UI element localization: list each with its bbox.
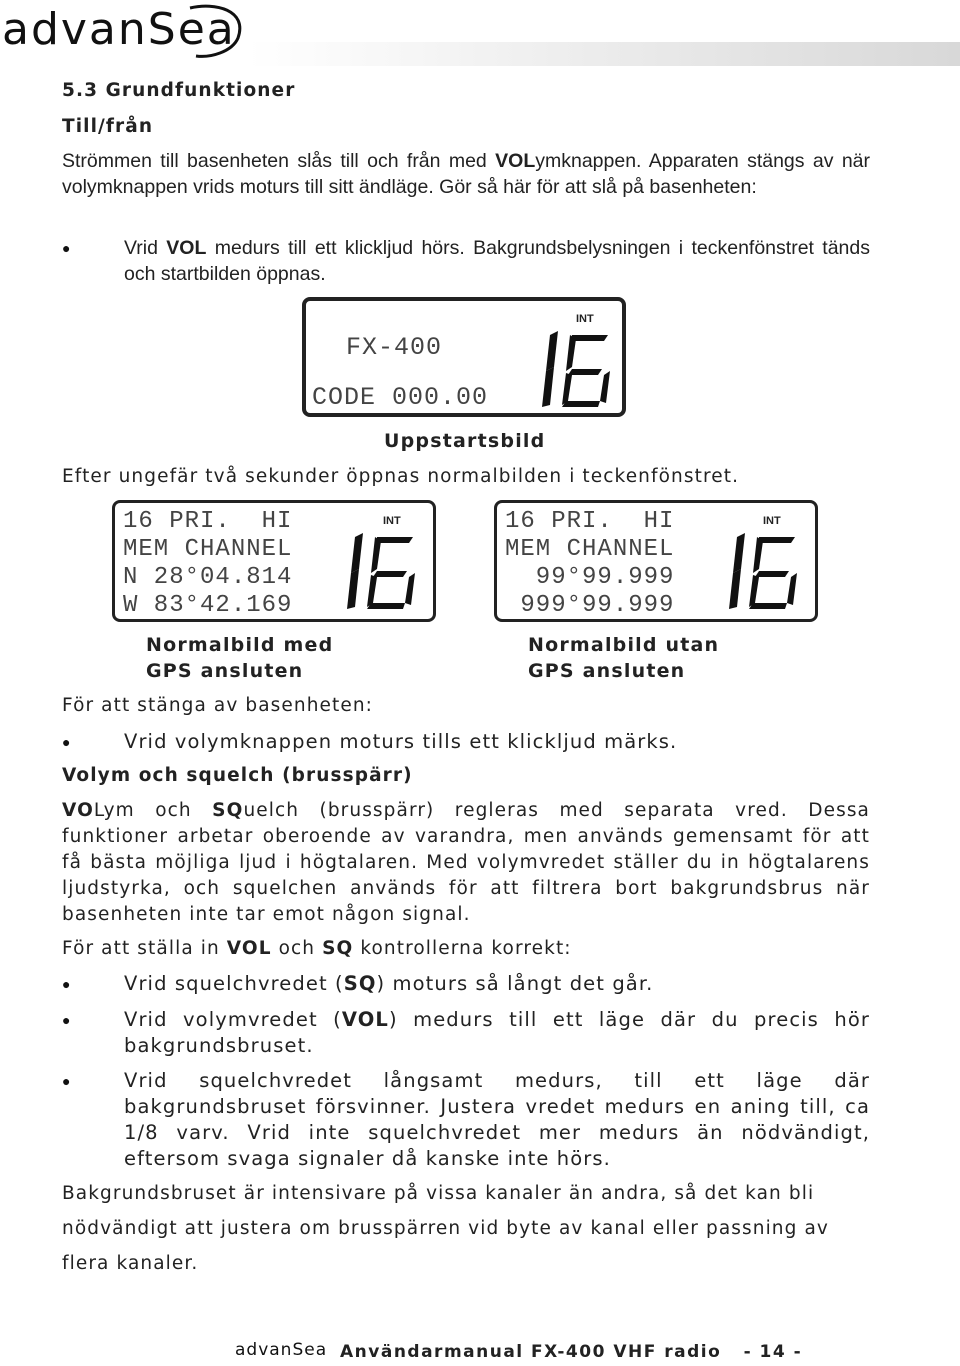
closing-line-1: Bakgrundsbruset är intensivare på vissa kanaler än andra, så det kan bli: [62, 1183, 815, 1204]
header-gradient-bar: [248, 42, 960, 66]
volume-section-heading: Volym och squelch (brusspärr): [62, 765, 413, 786]
subheading-on-off: Till/från: [62, 116, 154, 137]
seven-segment-channel-icon: [538, 331, 614, 407]
lcd-line-2: MEM CHANNEL: [505, 536, 675, 563]
lcd-line-4: W 83°42.169: [123, 592, 293, 619]
startup-lcd-display: [302, 297, 626, 417]
lcd-int-label: INT: [763, 515, 781, 527]
volume-paragraph: VOLym och SQuelch (brusspärr) regleras med separata vred. Dessa funktioner arbetar oberoende av varandra, men används gemensamt för att få bästa möjliga ljud i högtalaren. Med volymvredet ställer du in högtalarens ljudstyrka, och squelchen används för att filtrera bort bakgrundsbrus när basenheten inte tar emot någon signal.: [62, 800, 870, 925]
closing-line-2: nödvändigt att justera om brusspärren vid byte av kanal eller passning av: [62, 1218, 829, 1239]
footer-title: Användarmanual FX-400 VHF radio - 14 -: [340, 1342, 803, 1362]
adjust-intro-text: För att ställa in VOL och SQ kontrollerna korrekt:: [62, 938, 572, 959]
intro-paragraph: Strömmen till basenheten slås till och från med VOLymknappen. Apparaten stängs av när volymknappen vrids moturs till sitt ändläge. Gör så här för att slå på basenheten:: [62, 150, 870, 198]
lcd-line-1: 16 PRI. HI: [505, 508, 675, 535]
seven-segment-channel-icon: [343, 533, 419, 609]
after-startup-text: Efter ungefär två sekunder öppnas normalbilden i teckenfönstret.: [62, 466, 740, 487]
caption-with-gps-line2: GPS ansluten: [146, 660, 304, 682]
closing-line-3: flera kanaler.: [62, 1253, 199, 1274]
lcd-display-without-gps: [494, 500, 818, 622]
list-item-squelch-ccw: Vrid squelchvredet (SQ) moturs så långt det går.: [124, 972, 654, 995]
lcd-int-label: INT: [383, 515, 401, 527]
bullet-dot: ●: [62, 976, 71, 992]
lcd-display-with-gps: [112, 500, 436, 622]
caption-without-gps-line1: Normalbild utan: [528, 634, 720, 656]
bullet-dot: ●: [62, 734, 71, 750]
bullet-dot: ●: [62, 1073, 71, 1089]
bullet-dot: ●: [62, 240, 71, 256]
lcd-line-4: 999°99.999: [505, 592, 675, 619]
page-number: - 14 -: [743, 1342, 803, 1362]
lcd-line-3: N 28°04.814: [123, 564, 293, 591]
seven-segment-channel-icon: [725, 533, 801, 609]
section-heading: 5.3 Grundfunktioner: [62, 80, 296, 101]
caption-with-gps-line1: Normalbild med: [146, 634, 334, 656]
lcd-code-text: CODE 000.00: [312, 383, 489, 412]
lcd-line-1: 16 PRI. HI: [123, 508, 293, 535]
lcd-int-label: INT: [576, 313, 594, 325]
caption-without-gps-line2: GPS ansluten: [528, 660, 686, 682]
footer-logo: advanSea: [235, 1340, 328, 1360]
lcd-line-3: 99°99.999: [505, 564, 675, 591]
lcd-line-2: MEM CHANNEL: [123, 536, 293, 563]
logo-text: advanSea: [2, 4, 236, 55]
startup-caption: Uppstartsbild: [384, 430, 546, 452]
shutdown-text: För att stänga av basenheten:: [62, 695, 374, 716]
list-item-squelch-cw: Vrid squelchvredet långsamt medurs, till ett läge där bakgrundsbruset försvinner. Justera vredet medurs en aning till, ca 1/8 varv. Vrid inte squelchvredet mer medurs än nödvändigt, eftersom svaga signaler då kanske inte hörs.: [124, 1069, 870, 1170]
list-item-turn-off: Vrid volymknappen moturs tills ett klickljud märks.: [124, 730, 678, 753]
list-item-turn-on: Vrid VOL medurs till ett klickljud hörs. Bakgrundsbelysningen i teckenfönstret tänds och startbilden öppnas.: [124, 237, 870, 285]
list-item-volume-cw: Vrid volymvredet (VOL) medurs till ett läge där du precis hör bakgrundsbruset.: [124, 1008, 870, 1057]
lcd-model-text: FX-400: [346, 333, 443, 362]
bullet-dot: ●: [62, 1012, 71, 1028]
